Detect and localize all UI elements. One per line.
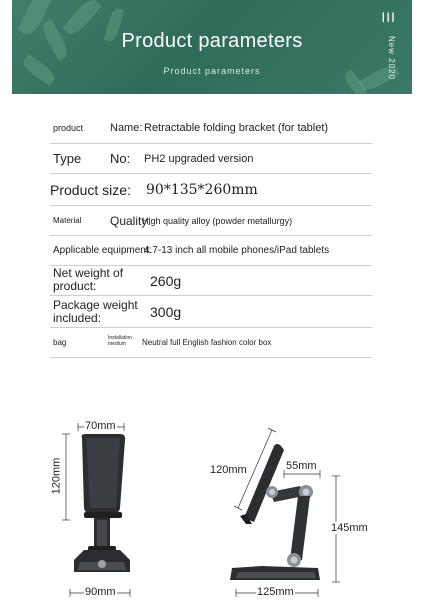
param-label-line: product: <box>53 279 97 293</box>
param-label-line: included: <box>53 311 102 325</box>
side-arm-dimension: 55mm <box>286 460 317 472</box>
side-height-dimension: 145mm <box>331 522 368 534</box>
side-view <box>230 428 340 597</box>
dimension-diagram <box>0 400 424 600</box>
param-row-product <box>50 112 372 144</box>
param-value: 90*135*260mm <box>146 181 258 198</box>
param-label: bag <box>53 338 67 347</box>
param-row-bag <box>50 328 372 358</box>
param-key <box>108 335 132 347</box>
front-top-dimension: 70mm <box>85 420 116 432</box>
param-row-net-weight <box>50 266 372 296</box>
banner-subtitle: Product parameters <box>163 66 261 76</box>
param-label: Material <box>53 216 82 225</box>
param-value: 300g <box>150 303 182 320</box>
param-row-package-weight <box>50 296 372 328</box>
param-label: Product size: <box>50 181 131 198</box>
param-value: Retractable folding bracket (for tablet) <box>144 121 329 134</box>
param-row-type <box>50 144 372 174</box>
front-view <box>62 423 130 597</box>
param-row-material <box>50 206 372 236</box>
param-value: High quality alloy (powder metallurgy) <box>142 215 293 226</box>
side-bottom-dimension: 125mm <box>257 586 294 598</box>
param-label: Type <box>53 151 82 166</box>
param-row-size <box>50 174 372 206</box>
param-key: Quality: <box>110 213 151 228</box>
param-value: Neutral full English fashion color box <box>142 338 272 347</box>
header-banner <box>12 0 412 94</box>
param-label <box>53 299 138 325</box>
parameter-table <box>50 112 372 358</box>
front-height-dimension: 120mm <box>50 457 63 495</box>
param-key: No: <box>110 151 131 166</box>
param-key: Name: <box>110 121 143 134</box>
banner-title: Product parameters <box>121 30 303 52</box>
bars-icon: III <box>381 9 396 25</box>
side-phone-dimension: 120mm <box>210 464 247 476</box>
param-label-line: Net weight of <box>53 266 124 280</box>
param-key-line: Installation <box>108 335 132 341</box>
param-label: Applicable equipment: <box>53 245 152 256</box>
param-label <box>53 267 123 293</box>
param-value: 4.7-13 inch all mobile phones/iPad tablets <box>144 245 330 256</box>
param-value: 260g <box>150 272 182 289</box>
stand-illustration <box>0 400 424 600</box>
param-value: PH2 upgraded version <box>144 152 254 165</box>
param-label: product <box>53 122 84 133</box>
param-row-equipment <box>50 236 372 266</box>
front-bottom-dimension: 90mm <box>85 586 116 598</box>
param-key-line: medium <box>108 341 126 347</box>
param-label-line: Package weight <box>53 298 138 312</box>
new-year-tag: New 2020 <box>387 36 396 81</box>
